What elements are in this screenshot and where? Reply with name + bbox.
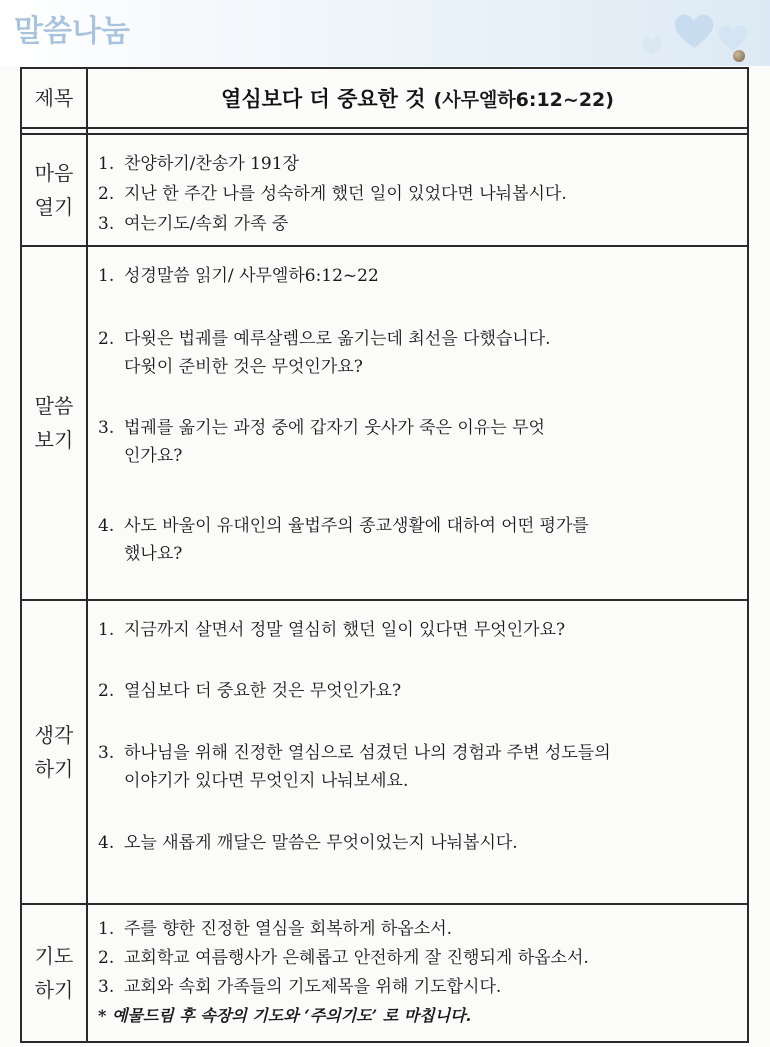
page-title: 열심보다 더 중요한 것 bbox=[221, 87, 426, 111]
list-item: 1. 지금까지 살면서 정말 열심히 했던 일이 있다면 무엇인가요? bbox=[98, 620, 566, 640]
section-content bbox=[87, 246, 748, 600]
section-content bbox=[87, 134, 748, 246]
section-content bbox=[87, 904, 748, 1042]
section-label-line1: 말씀 bbox=[34, 394, 74, 418]
list-item: 3. 하나님을 위해 진정한 열심으로 섬겼던 나의 경험과 주변 성도들의 이야기가 있다면 무엇인지 나눠보세요. bbox=[98, 743, 611, 791]
list-item: 1. 성경말씀 읽기/ 사무엘하6:12~22 bbox=[98, 266, 379, 286]
section-prayer bbox=[21, 904, 748, 1042]
section-label bbox=[21, 904, 87, 1042]
section-open-heart bbox=[21, 134, 748, 246]
list-item: 2. 지난 한 주간 나를 성숙하게 했던 일이 있었다면 나눠봅시다. bbox=[98, 184, 567, 204]
section-label-line1: 생각 bbox=[34, 723, 74, 747]
scripture-reference: (사무엘하6:12~22) bbox=[433, 89, 614, 111]
section-label-line2: 열기 bbox=[34, 195, 74, 219]
section-label-line1: 마음 bbox=[34, 161, 74, 185]
list-item: 1. 찬양하기/찬송가 191장 bbox=[98, 154, 299, 174]
section-label bbox=[21, 600, 87, 904]
list-item: 3. 교회와 속회 가족들의 기도제목을 위해 기도합시다. bbox=[98, 977, 502, 997]
section-reflect bbox=[21, 600, 748, 904]
section-read-word bbox=[21, 246, 748, 600]
list-item: 3. 법궤를 옮기는 과정 중에 갑자기 웃사가 죽은 이유는 무엇 인가요? bbox=[98, 418, 545, 466]
list-item: 1. 주를 향한 진정한 열심을 회복하게 하옵소서. bbox=[98, 919, 453, 939]
closing-note: * 예물드림 후 속장의 기도와 ‘주의기도’ 로 마칩니다. bbox=[98, 1006, 472, 1025]
heart-icon bbox=[640, 34, 664, 56]
worksheet-table bbox=[20, 67, 749, 1043]
pin-icon bbox=[733, 50, 745, 62]
heart-icon bbox=[672, 10, 716, 50]
section-label-line2: 보기 bbox=[34, 428, 74, 452]
title-cell bbox=[87, 68, 748, 128]
section-label bbox=[21, 134, 87, 246]
section-label bbox=[21, 246, 87, 600]
list-item: 3. 여는기도/속회 가족 중 bbox=[98, 214, 289, 234]
section-content bbox=[87, 600, 748, 904]
title-label: 제목 bbox=[21, 68, 87, 128]
banner-title: 말씀나눔 bbox=[14, 14, 130, 49]
section-label-line2: 하기 bbox=[34, 757, 74, 781]
list-item: 2. 다윗은 법궤를 예루살렘으로 옮기는데 최선을 다했습니다. 다윗이 준비한 것은 무엇인가요? bbox=[98, 329, 551, 377]
list-item: 4. 오늘 새롭게 깨달은 말씀은 무엇이었는지 나눠봅시다. bbox=[98, 833, 518, 853]
list-item: 4. 사도 바울이 유대인의 율법주의 종교생활에 대하여 어떤 평가를 했나요? bbox=[98, 516, 589, 564]
section-label-line1: 기도 bbox=[34, 944, 74, 968]
heart-icon bbox=[716, 22, 750, 52]
list-item: 2. 교회학교 여름행사가 은혜롭고 안전하게 잘 진행되게 하옵소서. bbox=[98, 948, 589, 968]
section-label-line2: 하기 bbox=[34, 978, 74, 1002]
header-banner bbox=[0, 0, 770, 66]
title-row bbox=[21, 68, 748, 128]
list-item: 2. 열심보다 더 중요한 것은 무엇인가요? bbox=[98, 681, 402, 701]
